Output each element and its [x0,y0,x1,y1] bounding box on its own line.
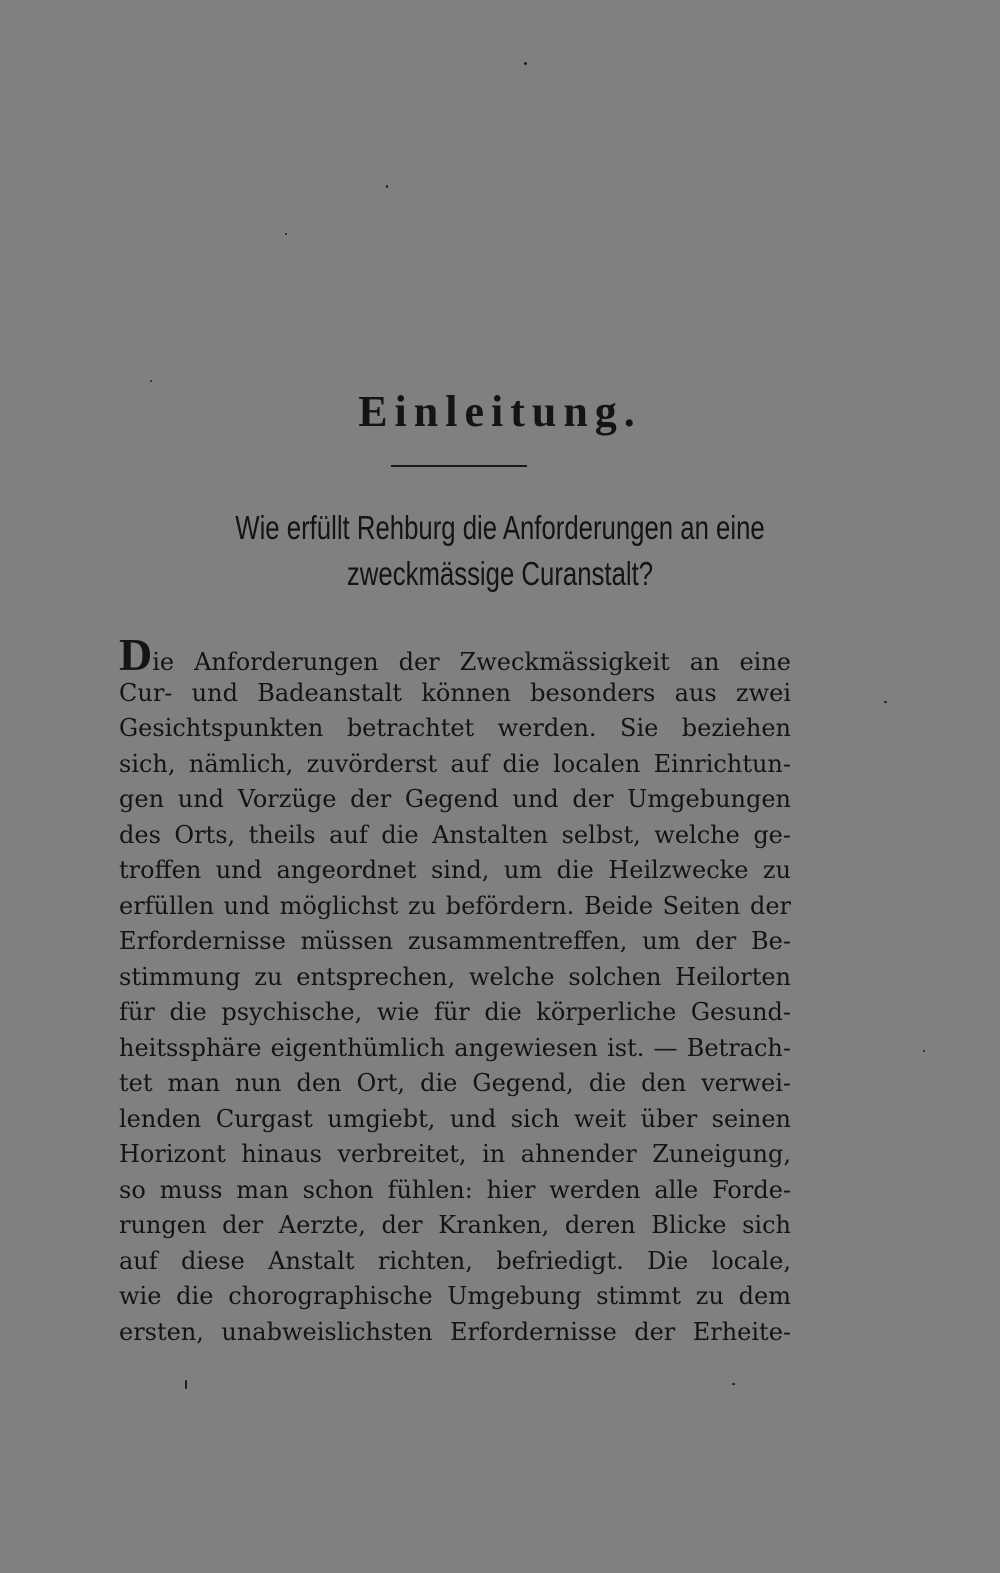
body-line: Horizont hinaus verbreitet, in ahnender Zuneigung, [119,1140,791,1168]
body-line: des Orts, theils auf die Anstalten selbst, welche ge- [119,820,791,849]
scan-speck [884,701,887,703]
chapter-title: Einleitung. [358,387,642,436]
body-line: tet man nun den Ort, die Gegend, die den verwei- [119,1069,791,1097]
title-divider-rule [391,465,527,467]
body-line-first [119,629,791,680]
body-line: Erfordernisse müssen zusammentreffen, um der Be- [119,927,791,955]
scan-speck [285,233,287,235]
body-line: Cur- und Badeanstalt können besonders aus zwei [119,678,791,707]
body-line: erfüllen und möglichst zu befördern. Beide Seiten der [119,891,791,920]
scan-speck [732,1383,735,1385]
body-line: heitssphäre eigenthümlich angewiesen ist. — Betrach- [119,1033,791,1062]
scan-speck [185,1380,187,1389]
body-line: sich, nämlich, zuvörderst auf die localen Einrichtun- [119,749,791,778]
body-line: troffen und angeordnet sind, um die Heilzwecke zu [119,856,791,884]
body-line: gen und Vorzüge der Gegend und der Umgebungen [119,785,791,813]
scan-speck [150,380,152,382]
body-line-last: ersten, unabweislichsten Erfordernisse der Erheite- [119,1317,791,1346]
body-line: für die psychische, wie für die körperliche Gesund- [119,998,791,1026]
body-paragraph [119,629,791,1350]
section-heading [188,505,812,597]
body-line: Gesichtspunkten betrachtet werden. Sie beziehen [119,714,791,742]
scan-speck [524,62,527,65]
body-line: so muss man schon fühlen: hier werden alle Forde- [119,1175,791,1204]
section-heading-line-2: zweckmässige Curanstalt? [346,555,654,592]
body-line: stimmung zu entsprechen, welche solchen Heilorten [119,962,791,991]
section-heading-line-1: Wie erfüllt Rehburg die Anforderungen an eine [235,509,765,546]
first-line-text: ie Anforderungen der Zweckmässigkeit an eine [152,648,791,676]
body-line: auf diese Anstalt richten, befriedigt. Die locale, [119,1246,791,1275]
body-line: rungen der Aerzte, der Kranken, deren Blicke sich [119,1211,791,1239]
body-line: wie die chorographische Umgebung stimmt zu dem [119,1282,791,1310]
body-line: lenden Curgast umgiebt, und sich weit über seinen [119,1104,791,1133]
scan-speck [386,185,388,188]
scan-speck [923,1050,925,1052]
drop-cap-initial: D [119,629,153,680]
